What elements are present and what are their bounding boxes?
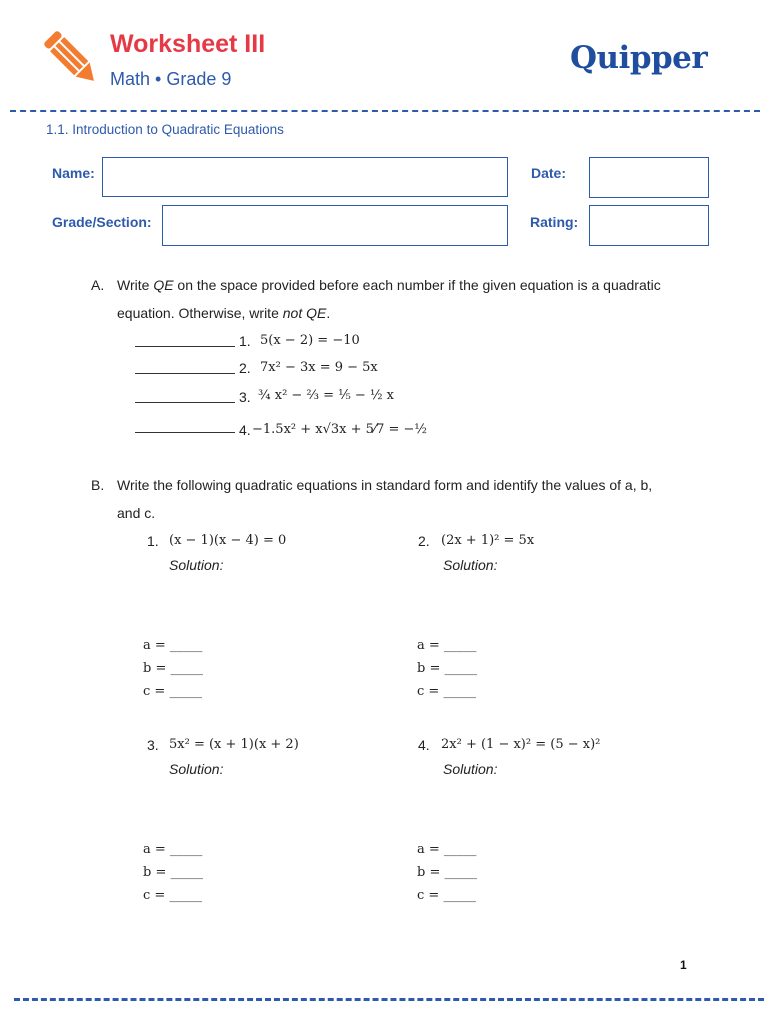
worksheet-title: Worksheet III xyxy=(110,30,266,58)
grade-section-field[interactable] xyxy=(162,205,508,246)
item-b-4-b-value: b = _____ xyxy=(417,865,477,880)
name-field[interactable] xyxy=(102,157,508,197)
item-b-3-solution-label: Solution: xyxy=(169,761,224,777)
item-b-4-a-value: a = _____ xyxy=(417,842,477,857)
brand-logo: Quipper xyxy=(570,40,708,76)
instruction-text: on the space provided before each number if the given equation is a quadratic xyxy=(173,277,661,293)
item-b-1-b-value: b = _____ xyxy=(143,661,203,676)
item-b-4-c-value: c = _____ xyxy=(417,888,476,903)
item-b-2-number: 2. xyxy=(418,533,430,549)
answer-blank-3[interactable] xyxy=(135,391,235,403)
rating-field[interactable] xyxy=(589,205,709,246)
section-b-letter: B. xyxy=(91,477,105,493)
answer-blank-1[interactable] xyxy=(135,335,235,347)
pencil-logo-icon xyxy=(44,30,100,88)
not-qe-term: not QE xyxy=(282,305,327,321)
item-b-3-a-value: a = _____ xyxy=(143,842,203,857)
date-label: Date: xyxy=(531,165,567,181)
item-b-3-number: 3. xyxy=(147,737,159,753)
rating-label: Rating: xyxy=(530,214,579,230)
item-b-2-b-value: b = _____ xyxy=(417,661,477,676)
section-a-instruction-line2 xyxy=(117,305,330,321)
item-a-3-number: 3. xyxy=(239,389,251,405)
item-b-2-c-value: c = _____ xyxy=(417,684,476,699)
item-a-1-equation: 5(x − 2) = −10 xyxy=(260,333,360,348)
section-a-letter: A. xyxy=(91,277,105,293)
item-a-1-number: 1. xyxy=(239,333,251,349)
item-a-3-equation: ¾ x² − ⅔ = ⅕ − ½ x xyxy=(258,388,395,403)
name-label: Name: xyxy=(52,165,95,181)
item-b-4-solution-label: Solution: xyxy=(443,761,498,777)
item-a-2-number: 2. xyxy=(239,360,251,376)
date-field[interactable] xyxy=(589,157,709,198)
item-a-4-number: 4. xyxy=(239,422,251,438)
item-b-3-equation: 5x² = (x + 1)(x + 2) xyxy=(169,737,299,752)
grade-section-label: Grade/Section: xyxy=(52,214,152,230)
item-b-1-c-value: c = _____ xyxy=(143,684,202,699)
item-b-2-equation: (2x + 1)² = 5x xyxy=(441,533,535,548)
answer-blank-2[interactable] xyxy=(135,362,235,374)
page-number: 1 xyxy=(680,958,687,972)
section-b-instruction-line2: and c. xyxy=(117,505,156,521)
lesson-title: 1.1. Introduction to Quadratic Equations xyxy=(46,122,284,137)
item-b-3-b-value: b = _____ xyxy=(143,865,203,880)
item-b-3-c-value: c = _____ xyxy=(143,888,202,903)
item-a-2-equation: 7x² − 3x = 9 − 5x xyxy=(260,360,378,375)
top-divider xyxy=(10,110,760,112)
subject-grade: Math • Grade 9 xyxy=(110,69,232,89)
item-b-1-solution-label: Solution: xyxy=(169,557,224,573)
answer-blank-4[interactable] xyxy=(135,421,235,433)
item-b-2-a-value: a = _____ xyxy=(417,638,477,653)
instruction-text: Write xyxy=(117,277,154,293)
item-b-4-number: 4. xyxy=(418,737,430,753)
bottom-divider xyxy=(14,998,764,1001)
item-b-4-equation: 2x² + (1 − x)² = (5 − x)² xyxy=(441,737,601,752)
item-b-1-a-value: a = _____ xyxy=(143,638,203,653)
item-b-1-number: 1. xyxy=(147,533,159,549)
qe-term: QE xyxy=(153,277,174,293)
instruction-text: equation. Otherwise, write xyxy=(117,305,283,321)
instruction-text: . xyxy=(326,305,331,321)
section-a-instruction-line1 xyxy=(117,277,661,293)
item-b-1-equation: (x − 1)(x − 4) = 0 xyxy=(169,533,287,548)
item-a-4-equation: −1.5x² + x√3x + 5⁄7 = −½ xyxy=(252,422,428,437)
section-b-instruction-line1: Write the following quadratic equations in standard form and identify the values of a, b, xyxy=(117,477,653,493)
item-b-2-solution-label: Solution: xyxy=(443,557,498,573)
